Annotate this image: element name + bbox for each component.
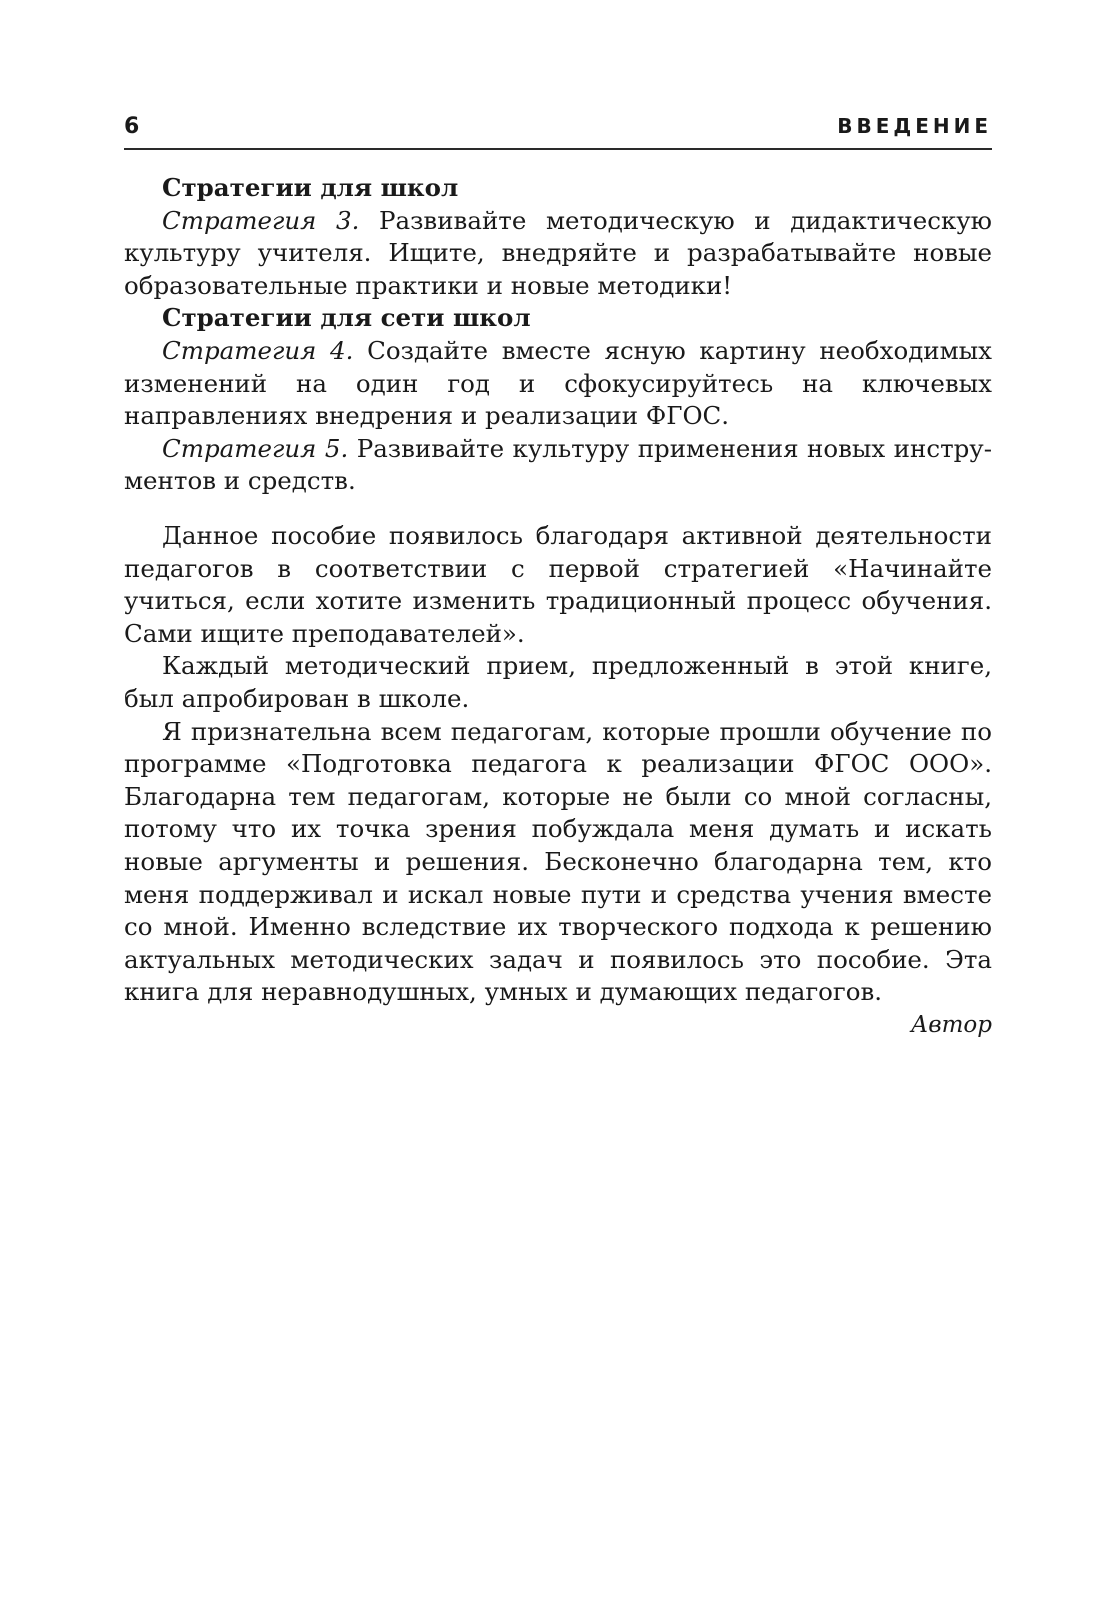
strategy-4-text: Создайте вместе ясную картину необходимых изменений на один год и сфокусируйтесь на ключевых направлениях внедрения и реализации ФГОС. [124,335,993,431]
strategy-3-label: Стратегия 3. [162,205,360,235]
section-title: ВВЕДЕНИЕ [837,114,992,138]
afterword-paragraph-3: Я признательна всем педагогам, которые прошли обучение по программе «Подготовка педагога к реализации ФГОС ООО». Благодарна тем педагогам, которые не были со мной согласны, потому что их точка зрения побуждала меня думать и искать новые аргументы и решения. Бесконечно благодарна тем, кто меня поддерживал и искал новые пути и средства учения вместе со мной. Именно вследствие их творческого подхода к решению актуальных методических задач и появилось это пособие. Эта книга для неравнодушных, умных и думающих педагогов. [124,716,992,1007]
strategy-5-text: Развивайте культуру применения новых инструментов и средств. [124,433,992,496]
afterword-paragraph-2: Каждый методический прием, предложенный в этой книге, был апробирован в школе. [124,651,992,713]
strategy-5-paragraph [124,433,992,498]
schools-heading: Стратегии для школ [162,173,459,202]
author-signature: Автор [910,1011,992,1038]
network-heading: Стратегии для сети школ [162,303,531,333]
strategies-block [124,172,992,498]
page-number: 6 [124,114,140,139]
running-head [124,114,992,150]
strategy-3-text: Развивайте методическую и дидактическую культуру учителя. Ищите, внедряйте и разрабатывайте новые образовательные практики и новые методики! [124,205,993,300]
afterword-paragraph-1: Данное пособие появилось благодаря активной деятельности педагогов в соответствии с первой стратегией «Начинайте учиться, если хотите изменить традиционный процесс обучения. Сами ищите преподавателей». [124,521,992,648]
strategy-3-paragraph [124,205,992,303]
afterword-block [124,520,992,1042]
strategy-4-label: Стратегия 4. [162,335,354,365]
strategy-4-paragraph [124,335,992,433]
strategy-5-label: Стратегия 5. [162,433,349,463]
